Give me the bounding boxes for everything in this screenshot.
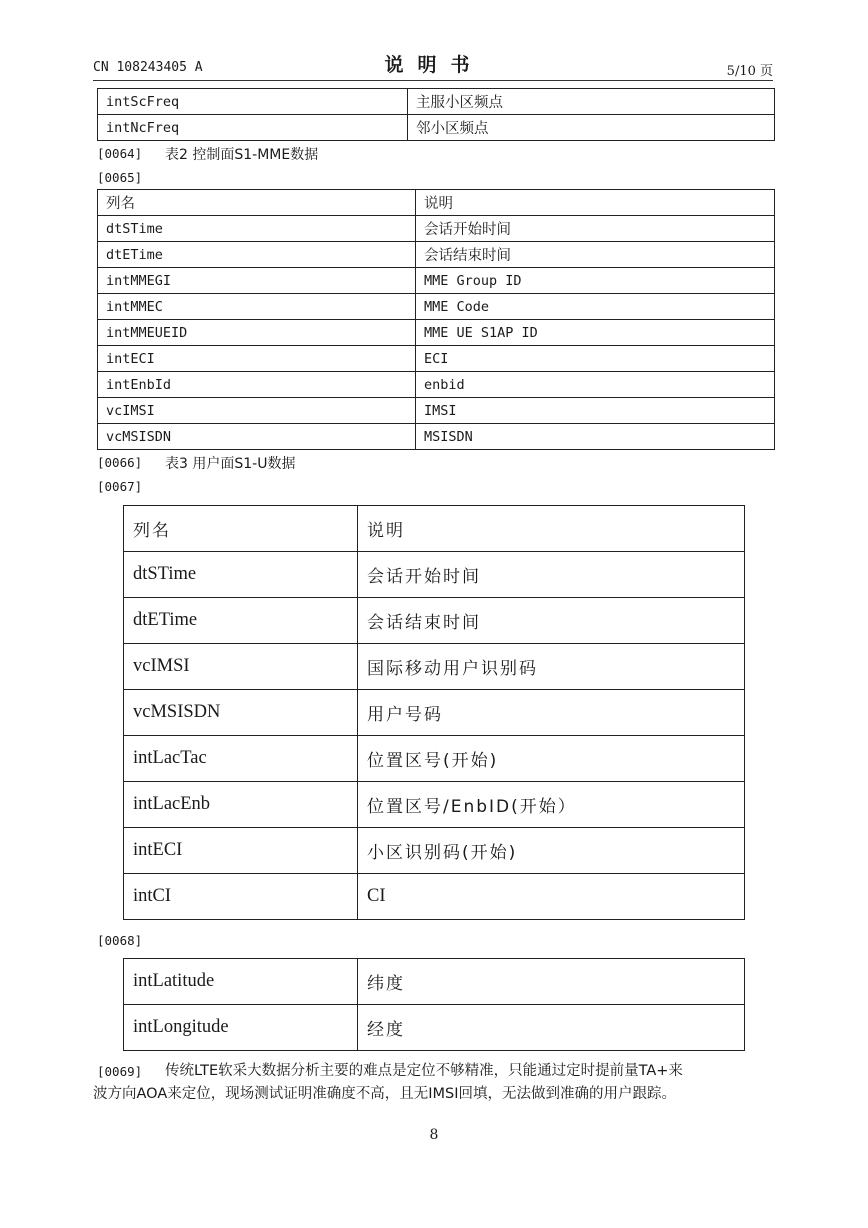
table-row: [98, 268, 775, 294]
paragraph-line: 波方向AOA来定位，现场测试证明准确度不高，且无IMSI回填，无法做到准确的用户跟踪。: [93, 1086, 677, 1102]
page-info: 5/10 页: [726, 64, 773, 79]
table-cell: 会话开始时间: [358, 552, 745, 598]
table-row: [124, 736, 745, 782]
table-header-cell: 列名: [98, 190, 416, 216]
table-cell: intEnbId: [98, 372, 416, 398]
table-row: [98, 242, 775, 268]
table-cell: MME Group ID: [416, 268, 775, 294]
table-row: [124, 506, 745, 552]
table-header-cell: 列名: [124, 506, 358, 552]
table-header-cell: 说明: [358, 506, 745, 552]
paragraph-line: 传统LTE软采大数据分析主要的难点是定位不够精准，只能通过定时提前量TA+来: [165, 1063, 683, 1079]
table-cell: 用户号码: [358, 690, 745, 736]
table-row: [124, 1005, 745, 1051]
paragraph-number: [0065]: [97, 170, 143, 185]
paragraph-number: [0068]: [97, 933, 143, 948]
table-cell: 位置区号/EnbID(开始）: [358, 782, 745, 828]
table-cell: 经度: [358, 1005, 745, 1051]
table-row: [124, 552, 745, 598]
table-cell: 会话结束时间: [358, 598, 745, 644]
table-cell: dtSTime: [98, 216, 416, 242]
table-cell: intECI: [98, 346, 416, 372]
table-header-cell: 说明: [416, 190, 775, 216]
table-row: [98, 216, 775, 242]
page-number: 8: [429, 1127, 439, 1143]
header-divider: [93, 80, 773, 81]
table-row: [98, 115, 775, 141]
table-cell: 位置区号(开始): [358, 736, 745, 782]
control-plane-table: [97, 189, 775, 450]
table-cell: intMMEUEID: [98, 320, 416, 346]
table-cell: 纬度: [358, 959, 745, 1005]
table-row: [124, 828, 745, 874]
table-row: [98, 346, 775, 372]
table-cell: MSISDN: [416, 424, 775, 450]
table-cell: vcMSISDN: [98, 424, 416, 450]
table-cell: 邻小区频点: [408, 115, 775, 141]
paragraph-number: [0069]: [97, 1064, 143, 1079]
table-row: [124, 782, 745, 828]
table-cell: intLongitude: [124, 1005, 358, 1051]
table-row: [98, 89, 775, 115]
table-cell: 主服小区频点: [408, 89, 775, 115]
table-cell: IMSI: [416, 398, 775, 424]
document-title: 说明书: [384, 54, 484, 76]
table-row: [124, 644, 745, 690]
table-row: [124, 874, 745, 920]
user-plane-table: [123, 505, 745, 920]
table-row: [124, 598, 745, 644]
table-row: [98, 372, 775, 398]
patent-number: CN 108243405 A: [93, 60, 203, 75]
paragraph-number: [0066]: [97, 455, 143, 470]
table-cell: ECI: [416, 346, 775, 372]
table-cell: vcMSISDN: [124, 690, 358, 736]
table-caption: 表2 控制面S1-MME数据: [165, 147, 319, 163]
table-cell: intLatitude: [124, 959, 358, 1005]
table-row: [98, 294, 775, 320]
table-cell: CI: [358, 874, 745, 920]
table-cell: 小区识别码(开始): [358, 828, 745, 874]
frequency-table: [97, 88, 775, 141]
table-row: [124, 959, 745, 1005]
coordinates-table: [123, 958, 745, 1051]
table-row: [98, 320, 775, 346]
table-cell: intScFreq: [98, 89, 408, 115]
paragraph-number: [0067]: [97, 479, 143, 494]
table-cell: intLacEnb: [124, 782, 358, 828]
table-row: [98, 398, 775, 424]
paragraph-number: [0064]: [97, 146, 143, 161]
table-row: [98, 424, 775, 450]
table-cell: 国际移动用户识别码: [358, 644, 745, 690]
table-caption: 表3 用户面S1-U数据: [165, 456, 296, 472]
table-cell: intECI: [124, 828, 358, 874]
table-row: [124, 690, 745, 736]
table-cell: dtETime: [124, 598, 358, 644]
table-row: [98, 190, 775, 216]
table-cell: intLacTac: [124, 736, 358, 782]
table-cell: MME UE S1AP ID: [416, 320, 775, 346]
table-cell: intCI: [124, 874, 358, 920]
table-cell: dtETime: [98, 242, 416, 268]
table-cell: dtSTime: [124, 552, 358, 598]
table-cell: 会话开始时间: [416, 216, 775, 242]
table-cell: enbid: [416, 372, 775, 398]
table-cell: intMMEC: [98, 294, 416, 320]
table-cell: intMMEGI: [98, 268, 416, 294]
table-cell: MME Code: [416, 294, 775, 320]
table-cell: vcIMSI: [98, 398, 416, 424]
table-cell: intNcFreq: [98, 115, 408, 141]
table-cell: vcIMSI: [124, 644, 358, 690]
table-cell: 会话结束时间: [416, 242, 775, 268]
